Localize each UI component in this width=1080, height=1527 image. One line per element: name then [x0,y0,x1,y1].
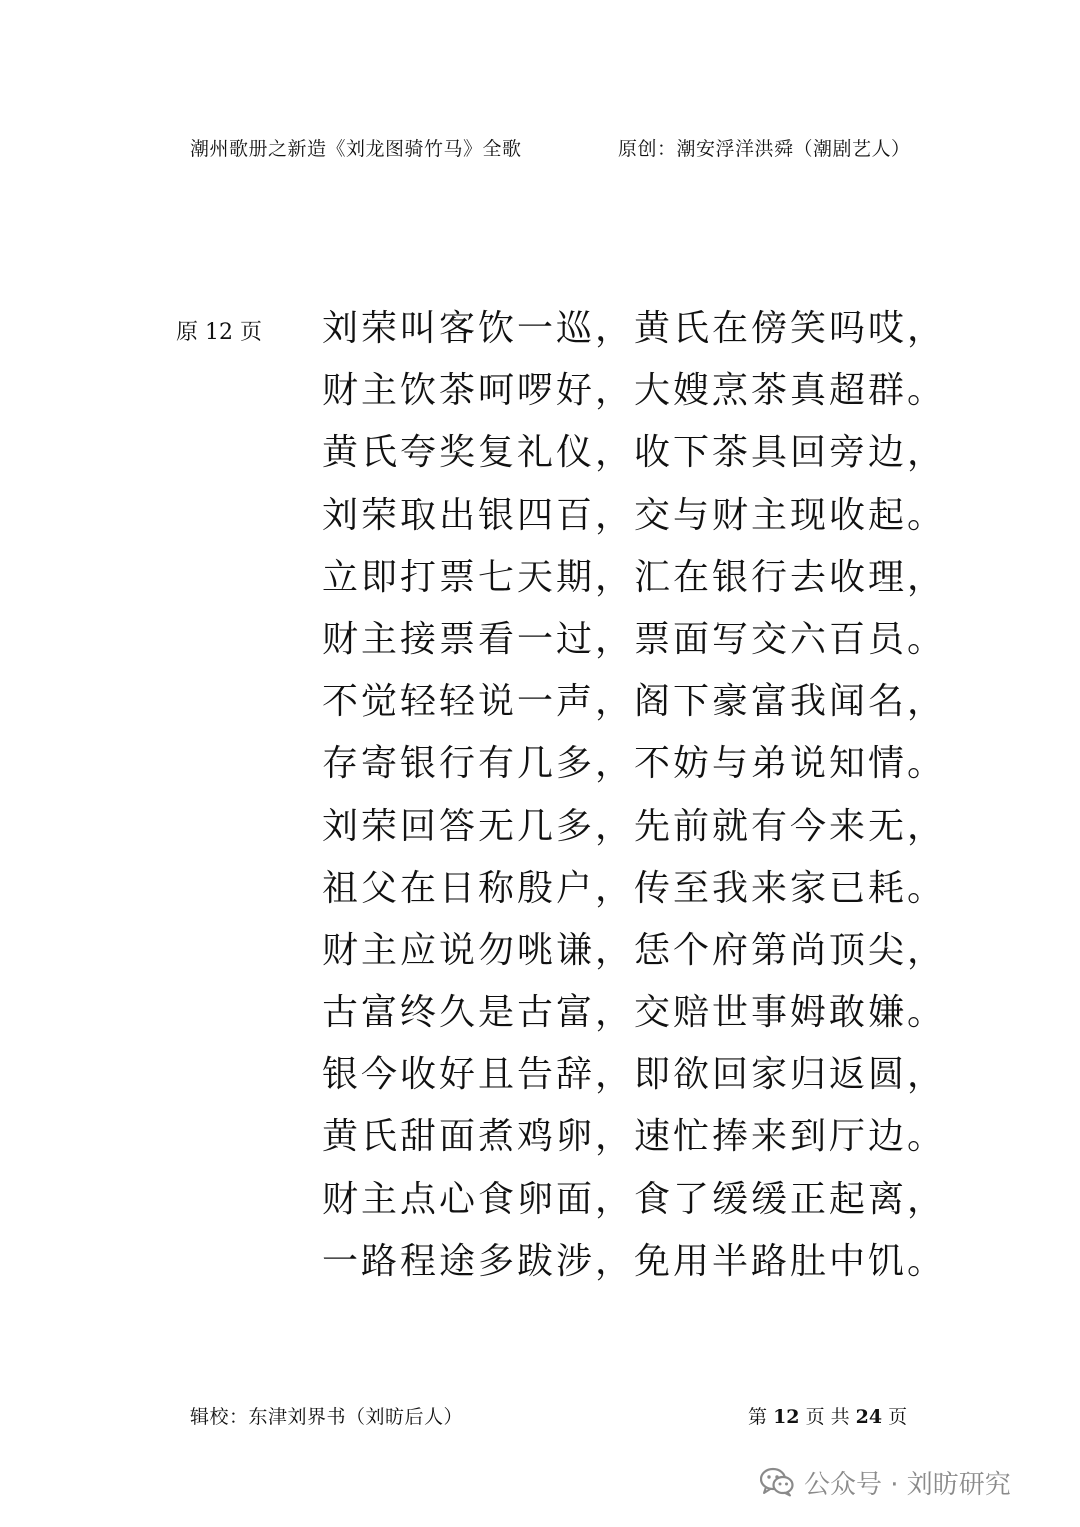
page-mid: 页 共 [805,1406,850,1428]
original-page-marker: 原 12 页 [176,320,262,345]
verse-line: 刘荣取出银四百，交与财主现收起。 [322,494,947,536]
header-title: 潮州歌册之新造《刘龙图骑竹马》全歌 [190,138,522,160]
verse-line: 财主应说勿咷谦，恁个府第尚顶尖， [322,929,947,971]
verse-line: 刘荣回答无几多，先前就有今来无， [322,805,947,847]
wechat-icon [760,1467,794,1497]
verse-block [322,298,947,1293]
footer-page-number [748,1402,907,1429]
verse-line: 一路程途多跋涉，免用半路肚中饥。 [322,1240,947,1282]
verse-line: 黄氏夸奖复礼仪，收下茶具回旁边， [322,432,947,474]
verse-line: 财主饮茶呵啰好，大嫂烹茶真超群。 [322,370,947,412]
footer-editor: 辑校：东津刘界书（刘昉后人） [190,1406,464,1428]
verse-line: 立即打票七天期，汇在银行去收理， [322,556,947,598]
verse-line: 银今收好且告辞，即欲回家归返圆， [322,1054,947,1096]
verse-line: 黄氏甜面煮鸡卵，速忙捧来到厅边。 [322,1116,947,1158]
page-current: 12 [773,1406,800,1428]
verse-line: 不觉轻轻说一声，阁下豪富我闻名， [322,681,947,723]
watermark-text: 公众号 · 刘昉研究 [804,1469,1011,1500]
verse-line: 古富终久是古富，交赔世事姆敢嫌。 [322,992,947,1034]
watermark [760,1462,1011,1502]
page-total: 24 [855,1406,883,1428]
verse-line: 祖父在日称殷户，传至我来家已耗。 [322,867,947,909]
header-author: 原创：潮安浮洋洪舜（潮剧艺人） [618,138,911,160]
verse-line: 财主接票看一过，票面写交六百员。 [322,618,947,660]
page-prefix: 第 [748,1406,768,1428]
page-suffix: 页 [888,1406,908,1428]
verse-line: 存寄银行有几多，不妨与弟说知情。 [322,743,947,785]
verse-line: 刘荣叫客饮一巡，黄氏在傍笑吗哎， [322,308,947,349]
verse-line: 财主点心食卵面，食了缓缓正起离， [322,1178,947,1220]
